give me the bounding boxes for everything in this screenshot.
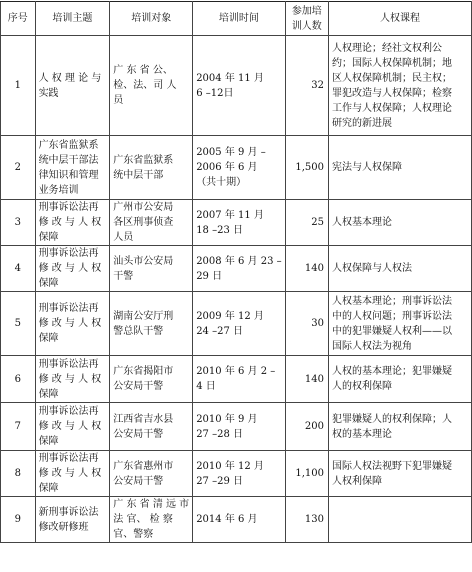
cell-time-line: 27 –28 日 [196, 428, 243, 440]
cell-course [329, 403, 472, 451]
cell-target [110, 497, 193, 543]
cell-topic-line: 保障 [38, 333, 59, 344]
header-cell-count [285, 2, 328, 36]
cell-course-line: 人权利保障 [332, 475, 382, 487]
cell-no: 1 [1, 36, 36, 136]
cell-time-line: 2004 年 11 月 [196, 72, 264, 84]
cell-topic-line: 统中层干部法 [38, 154, 99, 166]
cell-topic-line: 刑事诉讼法再 [38, 202, 99, 213]
cell-time-line: 2007 年 11 月 [196, 209, 264, 221]
header-row [1, 2, 472, 36]
cell-topic [35, 136, 110, 200]
table-row [1, 136, 472, 200]
table-row [1, 451, 472, 497]
cell-time-line: 2010 年 12 月 [196, 460, 264, 472]
cell-target-line: 法 官、 检 察 [113, 514, 173, 525]
cell-time [193, 356, 285, 403]
cell-topic-line: 修 改 与 人 权 [38, 318, 102, 329]
table-row [1, 36, 472, 136]
cell-target-line: 检、法、司 人 [113, 80, 177, 91]
cell-target [110, 136, 193, 200]
cell-no: 8 [1, 451, 36, 497]
cell-topic-line: 新刑事诉讼法 [38, 506, 99, 518]
cell-course [329, 497, 472, 543]
cell-target [110, 356, 193, 403]
cell-course-line: 人权保障与人权法 [332, 263, 412, 274]
cell-target-line: 湖南公安厅刑 [113, 310, 174, 322]
cell-topic-line: 保障 [38, 483, 59, 494]
cell-topic-line: 刑事诉讼法再 [38, 358, 99, 370]
cell-target-line: 汕头市公安局 [113, 255, 174, 267]
cell-time-line: 18 –23 日 [196, 224, 243, 236]
cell-course [329, 36, 472, 136]
cell-topic-line: 刑事诉讼法再 [38, 303, 99, 314]
cell-target-line: 广 东 省 清 远 市 [113, 499, 190, 510]
table-row [1, 200, 472, 246]
cell-time-line: （共十期） [196, 177, 247, 188]
cell-count: 25 [285, 200, 328, 246]
table-body [1, 36, 472, 543]
cell-topic-line: 保障 [38, 278, 59, 289]
cell-count: 30 [285, 292, 328, 356]
cell-no: 5 [1, 292, 36, 356]
cell-time [193, 36, 285, 136]
cell-topic-line: 人 权 理 论 与 [38, 72, 102, 84]
cell-time-line: 2009 年 12 月 [196, 310, 264, 322]
cell-target-line: 广 东 省 公、 [113, 65, 173, 76]
cell-count: 130 [285, 497, 328, 543]
cell-topic-line: 保障 [38, 388, 59, 400]
cell-time-line: 2010 年 9 月 [196, 413, 258, 425]
cell-topic-line: 修改研修班 [38, 521, 89, 533]
cell-no: 7 [1, 403, 36, 451]
table-row [1, 497, 472, 543]
cell-course-line: 罪犯改造与人权保障；检察 [332, 87, 452, 99]
cell-course-line: 犯罪嫌疑人的权利保障；人 [332, 413, 452, 425]
cell-course-line: 人权的基本理论；犯罪嫌疑 [332, 366, 452, 377]
cell-no: 2 [1, 136, 36, 200]
header-cell-course: 人权课程 [329, 2, 472, 36]
table-row [1, 292, 472, 356]
cell-topic-line: 保障 [38, 232, 59, 243]
cell-course [329, 292, 472, 356]
cell-time [193, 246, 285, 292]
cell-course-line: 权的基本理论 [332, 428, 392, 440]
table-row [1, 403, 472, 451]
cell-target-line: 员 [113, 95, 124, 106]
cell-topic [35, 451, 110, 497]
cell-time [193, 136, 285, 200]
cell-target-line: 公安局干警 [113, 475, 164, 487]
header-count-line-1: 参加培 [291, 5, 322, 17]
cell-target-line: 人员 [113, 232, 134, 243]
cell-target [110, 36, 193, 136]
cell-no: 4 [1, 246, 36, 292]
cell-topic-line: 实践 [38, 87, 59, 99]
cell-time-line: 4 日 [196, 381, 216, 392]
cell-course-line: 中的人权问题；刑事诉讼法 [332, 310, 452, 322]
cell-topic-line: 广东省监狱系 [38, 139, 99, 151]
cell-target [110, 200, 193, 246]
cell-time [193, 451, 285, 497]
cell-no: 3 [1, 200, 36, 246]
header-cell-no: 序号 [1, 2, 36, 36]
cell-count: 140 [285, 246, 328, 292]
cell-course-line: 宪法与人权保障 [332, 162, 402, 173]
cell-time [193, 497, 285, 543]
cell-count: 1,100 [285, 451, 328, 497]
cell-no: 9 [1, 497, 36, 543]
cell-time [193, 403, 285, 451]
cell-course [329, 356, 472, 403]
cell-time-line: 2005 年 9 月 – [196, 147, 266, 158]
cell-course-line: 人的权利保障 [332, 381, 392, 392]
cell-topic [35, 200, 110, 246]
cell-target-line: 广东省惠州市 [113, 460, 174, 472]
cell-course-line: 人权基本理论 [332, 217, 392, 228]
cell-topic [35, 36, 110, 136]
cell-target-line: 江西省吉水县 [113, 413, 174, 425]
cell-target-line: 统中层干部 [113, 169, 164, 181]
cell-target-line: 各区刑事侦查 [113, 217, 174, 228]
cell-topic [35, 497, 110, 543]
cell-topic [35, 246, 110, 292]
cell-course-line: 人权理论；经社文权利公 [332, 42, 442, 54]
cell-topic-line: 修 改 与 人 权 [38, 421, 102, 432]
cell-topic-line: 修 改 与 人 权 [38, 263, 102, 274]
cell-topic-line: 律知识和管理 [38, 169, 99, 181]
cell-time [193, 200, 285, 246]
table-row [1, 246, 472, 292]
header-cell-topic: 培训主题 [35, 2, 110, 36]
cell-count: 32 [285, 36, 328, 136]
cell-target-line: 广东省监狱系 [113, 154, 174, 166]
cell-course-line: 国际人权法为视角 [332, 340, 412, 352]
cell-topic-line: 刑事诉讼法再 [38, 248, 99, 259]
cell-course-line: 约；国际人权保障机制；地 [332, 57, 452, 69]
cell-time [193, 292, 285, 356]
cell-topic [35, 292, 110, 356]
cell-target [110, 292, 193, 356]
cell-topic-line: 修 改 与 人 权 [38, 217, 102, 228]
cell-target [110, 403, 193, 451]
cell-time-line: 27 –29 日 [196, 475, 243, 487]
cell-target-line: 公安局干警 [113, 381, 164, 392]
cell-count: 200 [285, 403, 328, 451]
cell-topic [35, 356, 110, 403]
cell-count: 140 [285, 356, 328, 403]
cell-course [329, 246, 472, 292]
cell-course-line: 中的犯罪嫌疑人权利——以 [332, 325, 452, 337]
cell-time-line: 29 日 [196, 270, 223, 282]
header-cell-time: 培训时间 [193, 2, 285, 36]
header-count-line-2: 训人数 [291, 20, 322, 32]
cell-topic [35, 403, 110, 451]
cell-course-line: 国际人权法视野下犯罪嫌疑 [332, 460, 452, 472]
cell-topic-line: 业务培训 [38, 184, 79, 196]
cell-course-line: 人权基本理论；刑事诉讼法 [332, 295, 452, 307]
cell-time-line: 2006 年 6 月 [196, 162, 258, 173]
cell-target-line: 公安局干警 [113, 428, 164, 440]
cell-topic-line: 刑事诉讼法再 [38, 406, 99, 417]
cell-target-line: 广州市公安局 [113, 202, 174, 213]
cell-target [110, 246, 193, 292]
cell-target-line: 警总队干警 [113, 325, 164, 337]
cell-time-line: 2010 年 6 月 2 – [196, 366, 276, 377]
cell-topic-line: 保障 [38, 436, 59, 447]
cell-course [329, 451, 472, 497]
cell-target-line: 干警 [113, 270, 134, 282]
cell-target [110, 451, 193, 497]
cell-course-line: 区人权保障机制；民主权； [332, 72, 452, 84]
cell-course-line: 工作与人权保障；人权理论 [332, 102, 452, 114]
header-cell-target: 培训对象 [110, 2, 193, 36]
cell-course [329, 136, 472, 200]
cell-target-line: 官、警察 [113, 529, 154, 540]
cell-course-line: 研究的新进展 [332, 117, 392, 129]
cell-time-line: 2008 年 6 月 23 – [196, 255, 282, 267]
cell-target-line: 广东省揭阳市 [113, 366, 174, 377]
cell-topic-line: 修 改 与 人 权 [38, 373, 102, 385]
cell-time-line: 24 –27 日 [196, 325, 243, 337]
cell-topic-line: 刑事诉讼法再 [38, 453, 99, 464]
cell-course [329, 200, 472, 246]
cell-time-line: 2014 年 6 月 [196, 514, 258, 525]
cell-topic-line: 修 改 与 人 权 [38, 468, 102, 479]
table-row [1, 356, 472, 403]
cell-count: 1,500 [285, 136, 328, 200]
cell-no: 6 [1, 356, 36, 403]
cell-time-line: 6 –12日 [196, 87, 234, 99]
training-table [0, 1, 472, 543]
